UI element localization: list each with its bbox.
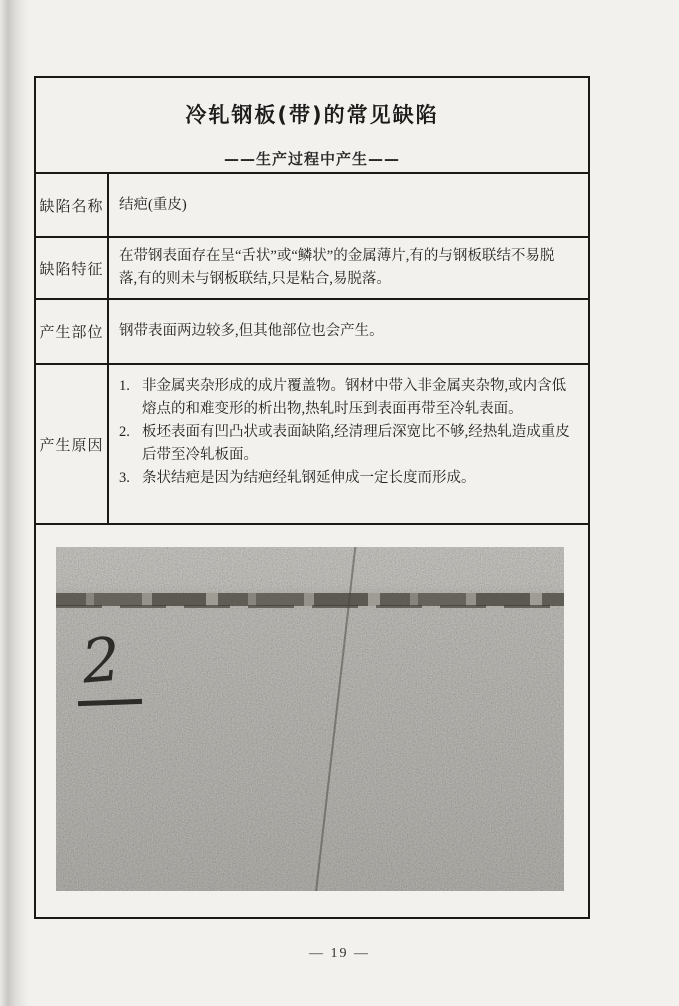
table-row-photo — [36, 525, 588, 917]
cause-label: 产生原因 — [36, 365, 109, 523]
cause-item-text: 条状结疤是因为结疤经轧钢延伸成一定长度而形成。 — [142, 470, 476, 486]
table-row-cause — [36, 365, 588, 525]
page-number: — 19 — — [309, 946, 370, 961]
cause-item-number: 2. — [119, 424, 130, 440]
table-row-defect-name — [36, 174, 588, 238]
cause-item-number: 1. — [119, 378, 130, 394]
defect-photo — [56, 547, 564, 891]
cause-item-2 — [119, 421, 572, 467]
handwritten-figure-number: 2 — [79, 624, 124, 698]
page-title: 冷轧钢板(带)的常见缺陷 — [185, 103, 439, 127]
occurrence-part-value: 钢带表面两边较多,但其他部位也会产生。 — [119, 323, 384, 339]
table-header-cell — [36, 78, 588, 174]
scab-defect-streak-thin — [56, 605, 564, 608]
occurrence-part-label: 产生部位 — [36, 300, 109, 363]
cause-item-text: 非金属夹杂形成的成片覆盖物。钢材中带入非金属夹杂物,或内含低熔点的和难变形的析出物,热轧时压到表面再带至冷轧表面。 — [142, 378, 567, 417]
cause-item-text: 板坯表面有凹凸状或表面缺陷,经清理后深宽比不够,经热轧造成重皮后带至冷轧板面。 — [142, 424, 570, 463]
scan-edge-shadow — [0, 0, 30, 1006]
page-subtitle: ——生产过程中产生—— — [223, 150, 400, 168]
cause-item-1 — [119, 375, 572, 421]
cause-item-3 — [119, 467, 572, 490]
table-row-defect-trait — [36, 238, 588, 300]
defect-trait-label: 缺陷特征 — [36, 238, 109, 298]
defect-name-value: 结疤(重皮) — [119, 196, 187, 213]
defect-trait-value: 在带钢表面存在呈“舌状”或“鳞状”的金属薄片,有的与钢板联结不易脱落,有的则未与钢板联结,只是粘合,易脱落。 — [119, 248, 555, 287]
defect-table — [34, 76, 590, 919]
cause-item-number: 3. — [119, 470, 130, 486]
defect-name-label: 缺陷名称 — [36, 174, 109, 236]
cause-list — [109, 365, 588, 523]
table-row-occurrence-part — [36, 300, 588, 365]
